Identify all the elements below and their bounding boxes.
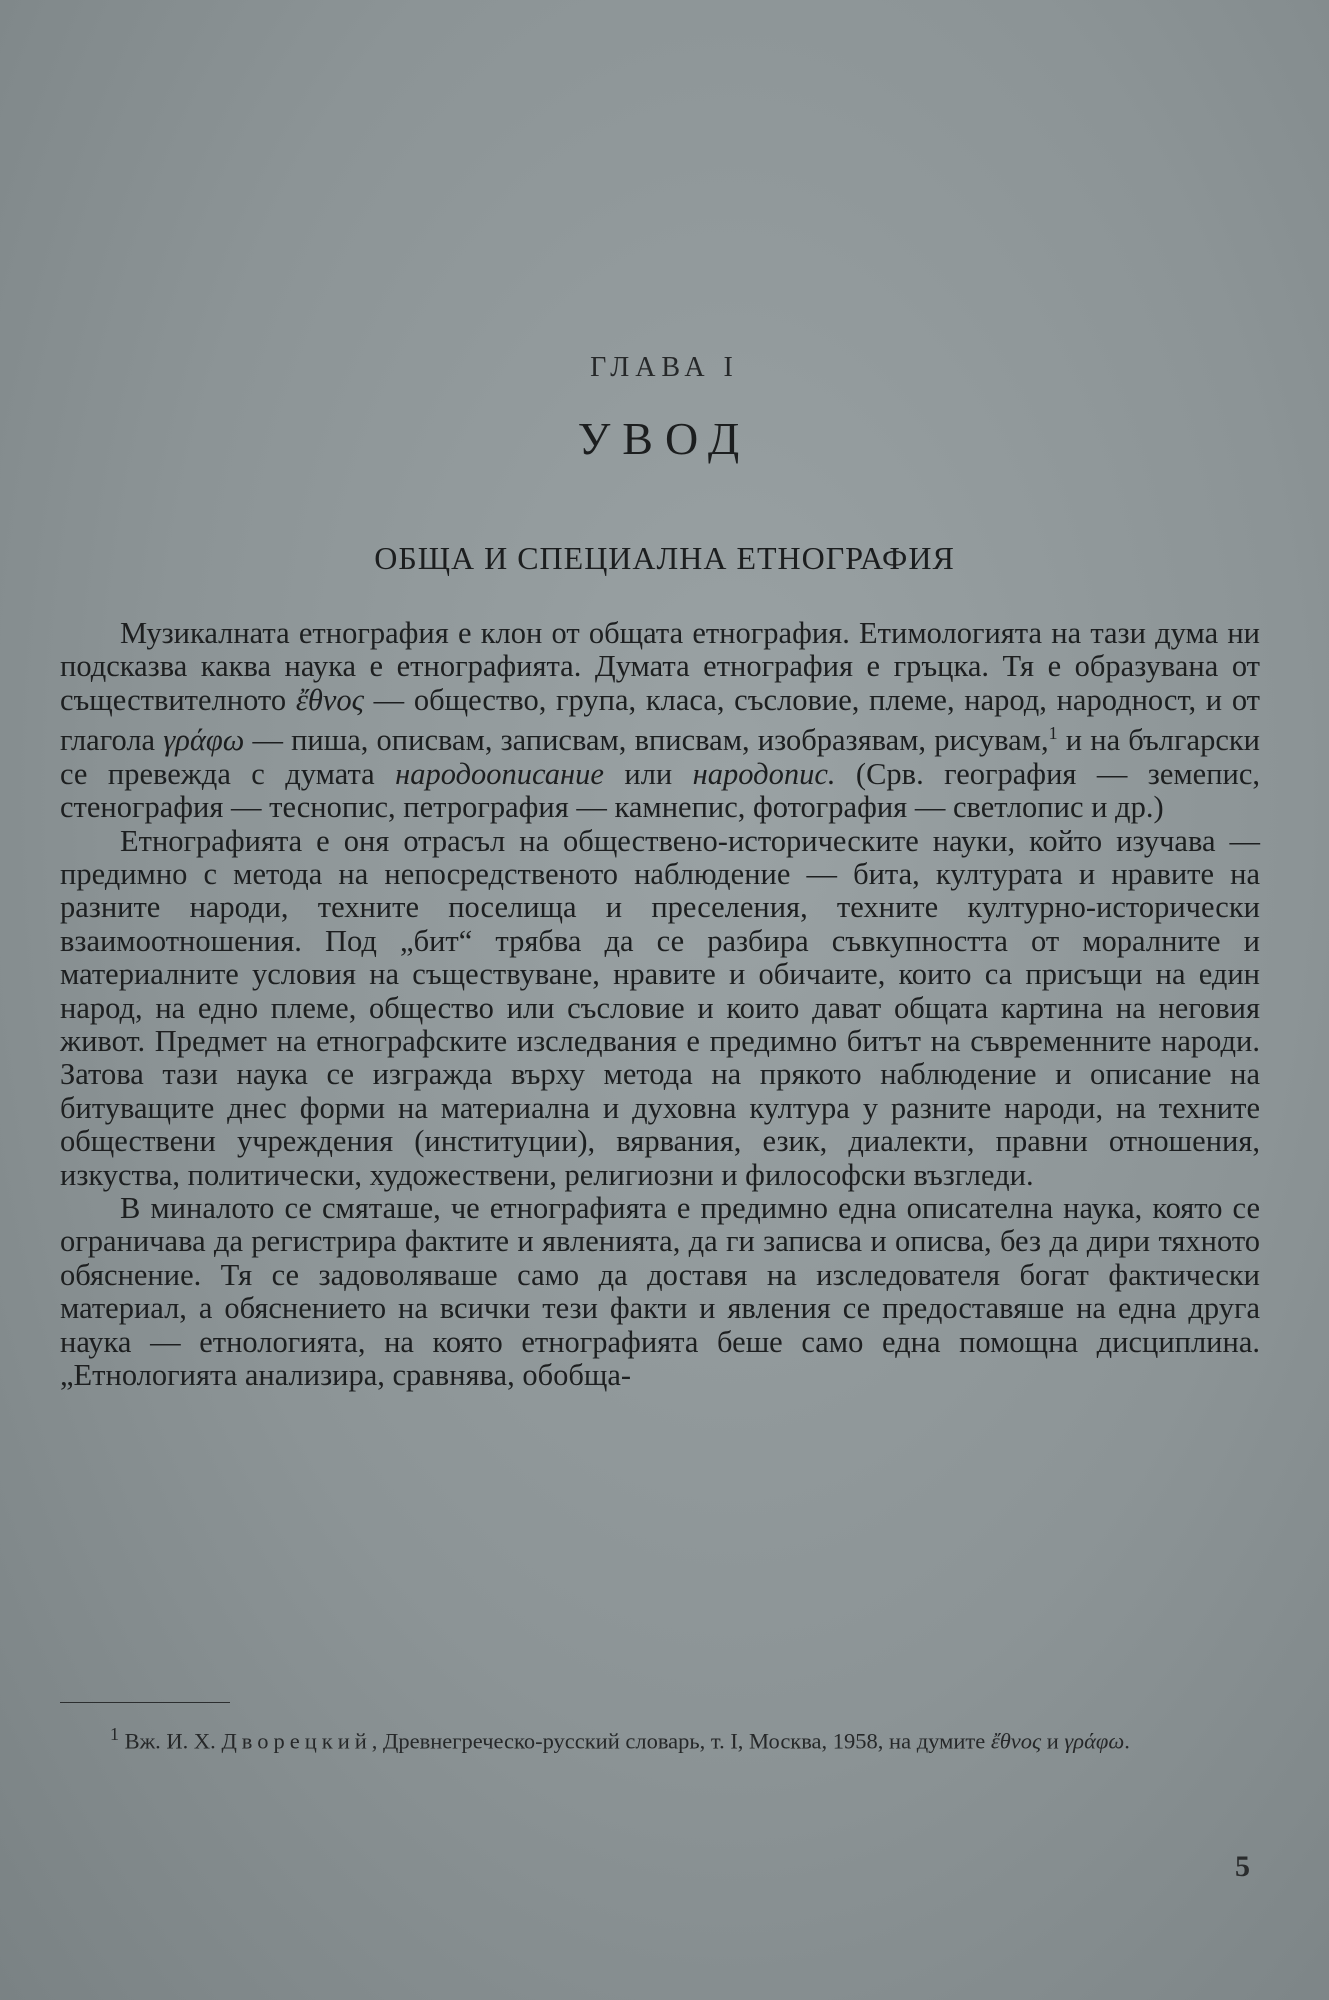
footnote-text-d: . xyxy=(1124,1728,1130,1754)
footnote-greek-ethnos: ἔθνος xyxy=(990,1728,1042,1754)
paragraph-2: Етнографията е оня отрасъл на обществено-историческите науки, който изучава — предимно с метода на непосредственото наблюдение — бита, културата и нравите на разните народи, техните поселища и преселения, техните културно-исторически взаимоотношения. Под „бит“ трябва да се разбира съвкупността от моралните и материалните условия на съществуване, нравите и обичаите, които са присъщи на един народ, на едно племе, общество или съсловие и които дават общата картина на неговия живот. Предмет на етнографските изследвания е предимно битът на съвременните народи. Затова тази наука се изгражда върху метода на прякото наблюдение и описание на битуващите днес форми на материална и духовна култура у разните народи, на техните обществени учреждения (институции), вярвания, език, диалекти, правни отношения, изкуства, политически, художествени, религиозни и философски възгледи. xyxy=(60,823,1260,1192)
page-number: 5 xyxy=(1235,1850,1250,1883)
p1-text-f: (Срв. география — земепис, стенография — теснопис, петрография — камнепис, фотография — светлопис и др.) xyxy=(60,756,1260,825)
p1-text-a: Музикалната етнография е клон от общата етнография. Етимологията на тази дума ни подсказва каква наука е етнографията. Думата етнография е гръцка. Тя е образувана от съществителното xyxy=(60,616,1260,717)
p1-text-d: и на български се превежда с думата xyxy=(60,723,1260,791)
paragraph-1 xyxy=(60,617,1260,825)
greek-word-grapho: γράφω xyxy=(163,723,245,758)
paragraph-3: В миналото се смяташе, че етнографията е предимно една описателна наука, която се ограничава да регистрира фактите и явленията, да ги записва и описва, без да дири тяхното обяснение. Тя се задоволяваше само да доставя на изследователя богат фактически материал, а обяснението на всички тези факти и явления се предоставяше на една друга наука — етнологията, на която етнографията беше само една помощна дисциплина. „Етнологията анализира, сравнява, обобща- xyxy=(60,1191,1260,1393)
italic-term-narodopis: народопис. xyxy=(692,756,836,791)
footnote-number: 1 xyxy=(110,1724,119,1744)
footnote-text-b: , Древнегреческо-русский словарь, т. I, Москва, 1958, на думите xyxy=(371,1728,991,1754)
p1-text-e: или xyxy=(603,756,693,791)
greek-word-ethnos: ἔθνος xyxy=(295,682,364,717)
footnote-text-a: Вж. И. Х. xyxy=(124,1728,222,1754)
footnote-marker: 1 xyxy=(1048,723,1058,744)
italic-term-narodoopisanie: народоописание xyxy=(395,756,604,791)
chapter-label: ГЛАВА I xyxy=(590,352,739,383)
chapter-title: УВОД xyxy=(577,413,752,464)
footnote-greek-grapho: γράφω xyxy=(1064,1728,1125,1754)
p1-text-c: — пиша, описвам, записвам, вписвам, изобразявам, рисувам, xyxy=(244,723,1049,758)
footnote-divider xyxy=(60,1702,230,1703)
footnote-author: Дворецкий xyxy=(221,1728,372,1754)
p1-text-b: — общество, група, класа, съсловие, племе, народ, народност, и от глагола xyxy=(60,682,1260,758)
footnote-text-c: и xyxy=(1041,1728,1065,1754)
footnote xyxy=(60,1720,1235,1756)
section-title: ОБЩА И СПЕЦИАЛНА ЕТНОГРАФИЯ xyxy=(374,540,955,576)
body-text xyxy=(60,617,1260,1393)
